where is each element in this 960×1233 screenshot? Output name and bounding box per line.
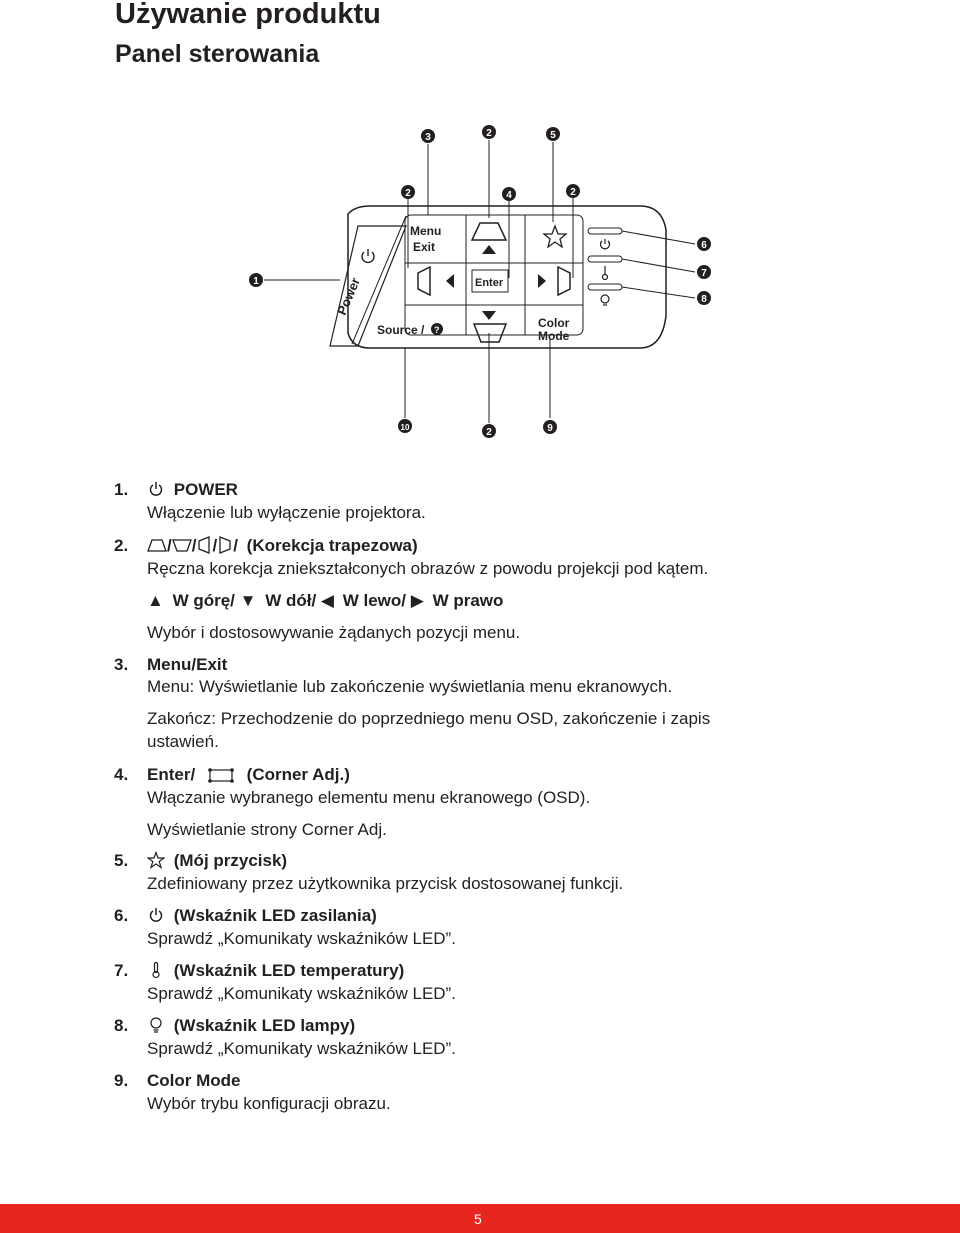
star-icon [147,851,165,869]
keystone-right-icon [558,267,570,295]
up-arrow-icon [482,245,496,254]
item-heading: (Wskaźnik LED lampy) [147,1016,355,1036]
callout-10: 10 [400,423,410,432]
page-title: Używanie produktu [115,0,381,30]
callout-1: 1 [253,276,259,287]
left-arrow-icon [446,274,454,288]
item-heading: / / / / (Korekcja trapezowa) [147,536,418,556]
keystone-up-icon [147,536,167,554]
right-arrow-icon: ▶ [410,591,424,610]
color-mode-label-2: Mode [538,329,570,343]
callout-2: 2 [486,427,492,438]
temp-led-icon [603,266,608,280]
color-mode-label-1: Color [538,316,570,330]
item-number: 5. [114,851,129,870]
left-arrow-icon: ◀ [320,591,334,610]
item-number: 3. [114,655,129,674]
page-number: 5 [474,1211,482,1227]
power-icon [147,480,165,498]
keystone-up-icon [472,223,506,240]
item-description: Włączenie lub wyłączenie projektora. [147,503,426,522]
keystone-left-icon [418,267,430,295]
item-number: 8. [114,1016,129,1035]
power-led-icon [147,906,165,924]
footer-bar [0,1204,960,1233]
direction-keys: ▲ W górę/ ▼ W dół/ ◀ W lewo/ ▶ W prawo [147,591,504,610]
down-arrow-icon [482,311,496,320]
item-number: 7. [114,961,129,980]
lamp-led-icon [601,295,609,305]
up-arrow-icon: ▲ [147,591,164,610]
down-arrow-icon: ▼ [239,591,257,610]
keystone-right-icon [217,536,233,554]
item-description: Zakończ: Przechodzenie do poprzedniego menu OSD, zakończenie i zapis [147,709,711,728]
item-description: Menu: Wyświetlanie lub zakończenie wyświetlania menu ekranowych. [147,677,673,696]
callout-6: 6 [701,240,707,251]
callout-2: 2 [570,187,576,198]
item-heading: (Wskaźnik LED zasilania) [147,906,377,926]
control-panel-diagram [230,118,730,448]
power-label: Power [333,275,364,318]
svg-text:?: ? [434,325,440,335]
enter-label: Enter [475,277,504,289]
item-heading: Enter/ (Corner Adj.) [147,765,350,784]
callout-2: 2 [405,188,411,199]
my-button-star-icon [544,226,566,247]
item-number: 9. [114,1071,129,1090]
lamp-icon [147,1016,165,1034]
callout-7: 7 [701,268,707,279]
corner-adj-icon [208,767,234,783]
item-description: Wyświetlanie strony Corner Adj. [147,820,387,839]
power-icon [362,249,374,262]
item-heading: POWER [147,480,238,500]
callout-4: 4 [506,190,512,201]
item-description: Ręczna korekcja zniekształconych obrazów z powodu projekcji pod kątem. [147,559,709,578]
power-led-icon [601,239,610,249]
thermometer-icon [147,961,165,979]
keystone-down-icon [474,324,506,342]
item-description: Sprawdź „Komunikaty wskaźników LED”. [147,984,456,1003]
item-heading: (Mój przycisk) [147,851,287,871]
item-heading: Menu/Exit [147,655,228,674]
keystone-down-icon [172,536,192,554]
right-arrow-icon [538,274,546,288]
item-description: Wybór i dostosowywanie żądanych pozycji menu. [147,623,521,642]
exit-label: Exit [413,240,436,254]
item-number: 2. [114,536,129,555]
item-description: ustawień. [147,732,219,751]
callout-8: 8 [701,294,707,305]
callout-9: 9 [547,423,553,434]
item-heading: Color Mode [147,1071,241,1090]
section-title: Panel sterowania [115,40,320,68]
item-description: Włączanie wybranego elementu menu ekranowego (OSD). [147,788,591,807]
item-number: 6. [114,906,129,925]
item-description: Sprawdź „Komunikaty wskaźników LED”. [147,1039,456,1058]
callout-5: 5 [550,130,556,141]
callout-2: 2 [486,128,492,139]
item-description: Sprawdź „Komunikaty wskaźników LED”. [147,929,456,948]
item-heading: (Wskaźnik LED temperatury) [147,961,404,981]
callout-3: 3 [425,132,431,143]
item-number: 1. [114,480,129,499]
led-indicators [588,228,622,290]
item-description: Zdefiniowany przez użytkownika przycisk dostosowanej funkcji. [147,874,624,893]
keystone-left-icon [196,536,212,554]
item-description: Wybór trybu konfiguracji obrazu. [147,1094,391,1113]
source-label: Source / [377,323,425,337]
menu-label: Menu [410,224,442,238]
item-number: 4. [114,765,129,784]
